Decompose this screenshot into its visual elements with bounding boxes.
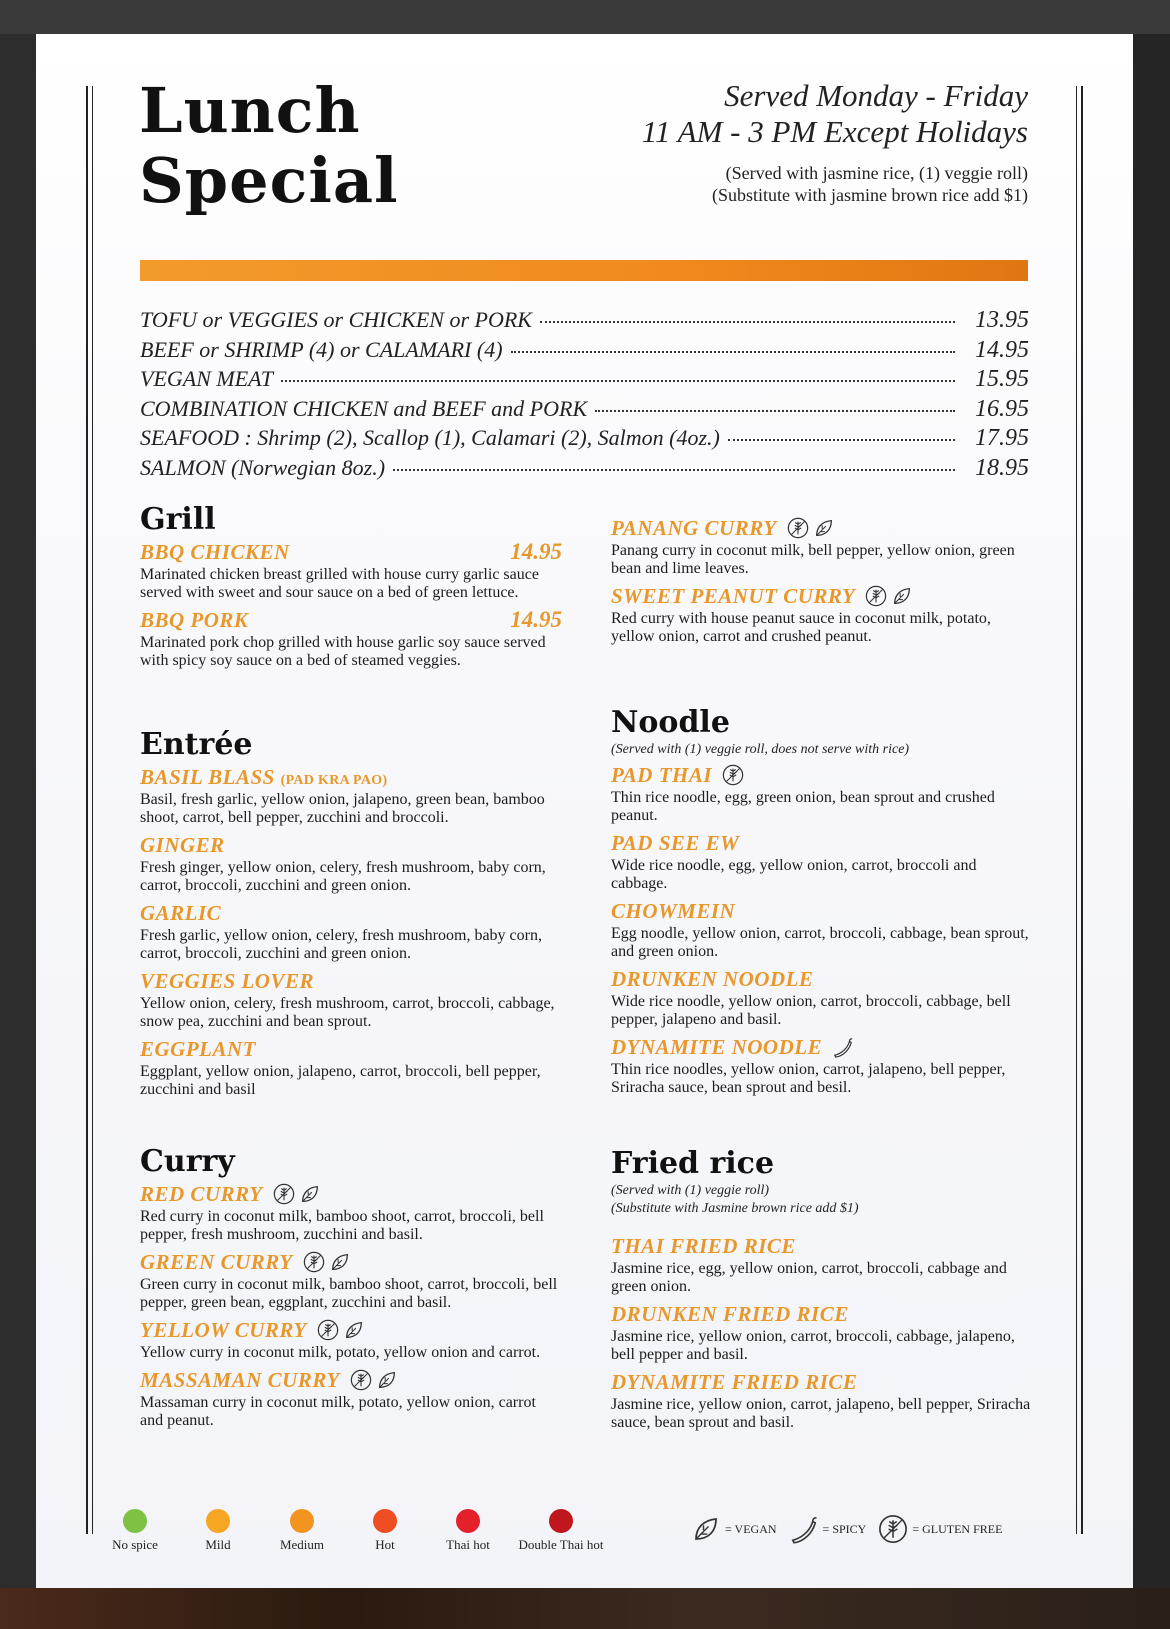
item-name: GINGER xyxy=(140,832,225,857)
served-days: Served Monday - Friday xyxy=(724,78,1028,113)
price-value: 17.95 xyxy=(975,425,1029,451)
section-heading-noodle: Noodle xyxy=(611,705,730,740)
menu-item xyxy=(611,582,1033,646)
title-line: Lunch xyxy=(139,74,361,147)
leader-dots xyxy=(728,439,955,441)
menu-item xyxy=(611,1033,1033,1097)
item-name: YELLOW CURRY xyxy=(140,1317,307,1342)
item-price: 14.95 xyxy=(510,539,562,564)
key-label: = SPICY xyxy=(822,1521,867,1536)
key-label: = VEGAN xyxy=(725,1521,777,1536)
spice-level xyxy=(173,1509,263,1553)
price-value: 15.95 xyxy=(975,366,1029,392)
spice-label: Double Thai hot xyxy=(518,1537,604,1552)
vegan-icon xyxy=(376,1369,398,1391)
key-label: = GLUTEN FREE xyxy=(912,1521,1003,1536)
item-name: BBQ CHICKEN xyxy=(140,539,290,564)
item-name xyxy=(140,765,387,790)
gluten-free-icon xyxy=(787,517,809,539)
menu-item xyxy=(611,965,1033,1029)
price-list xyxy=(140,307,1029,484)
spice-dot xyxy=(290,1509,314,1533)
item-description: Red curry in coconut milk, bamboo shoot, carrot, broccoli, bell pepper, fresh mushroom, zucchini and basil. xyxy=(140,1208,544,1243)
price-row xyxy=(140,396,1029,426)
item-name: DYNAMITE FRIED RICE xyxy=(611,1369,858,1394)
item-name: EGGPLANT xyxy=(140,1036,256,1061)
item-price: 14.95 xyxy=(510,607,562,632)
menu-item xyxy=(140,606,562,670)
item-name: VEGGIES LOVER xyxy=(140,968,314,993)
rice-note: (Served with jasmine rice, (1) veggie roll) xyxy=(725,163,1028,183)
item-name: RED CURRY xyxy=(140,1181,263,1206)
item-description: Thin rice noodles, yellow onion, carrot, jalapeno, bell pepper, Sriracha sauce, bean sprout and besil. xyxy=(611,1061,1006,1096)
vegan-icon xyxy=(329,1251,351,1273)
item-description: Green curry in coconut milk, bamboo shoot, carrot, broccoli, bell pepper, green bean, eggplant, zucchini and basil. xyxy=(140,1276,558,1311)
item-name: CHOWMEIN xyxy=(611,898,736,923)
item-name-thai: (PAD KRA PAO) xyxy=(280,772,388,788)
item-description: Fresh garlic, yellow onion, celery, fresh mushroom, baby corn, carrot, broccoli, zucchini and green onion. xyxy=(140,927,542,962)
border-rule xyxy=(92,86,93,1534)
leader-dots xyxy=(511,351,955,353)
spice-dot xyxy=(206,1509,230,1533)
curry-continued xyxy=(611,514,1033,646)
item-description: Yellow onion, celery, fresh mushroom, carrot, broccoli, cabbage, snow pea, zucchini and bean sprout. xyxy=(140,995,555,1030)
spice-dot xyxy=(123,1509,147,1533)
price-row xyxy=(140,425,1029,455)
price-label: SALMON (Norwegian 8oz.) xyxy=(140,454,386,480)
border-rule xyxy=(1081,86,1083,1534)
title-line: Special xyxy=(139,144,399,217)
section-heading-entree: Entrée xyxy=(140,727,253,762)
served-hours: 11 AM - 3 PM Except Holidays xyxy=(641,114,1028,149)
gluten-free-icon xyxy=(722,764,744,786)
menu-item xyxy=(140,1316,562,1362)
item-name: PAD SEE EW xyxy=(611,830,740,855)
item-name: MASSAMAN CURRY xyxy=(140,1367,340,1392)
menu-item xyxy=(611,761,1033,825)
menu-item xyxy=(140,1035,562,1099)
item-name: DRUNKEN NOODLE xyxy=(611,966,814,991)
item-description: Red curry with house peanut sauce in coconut milk, potato, yellow onion, carrot and crushed peanut. xyxy=(611,610,991,645)
key-spicy xyxy=(789,1514,867,1544)
spice-dot xyxy=(373,1509,397,1533)
gluten-free-icon xyxy=(303,1251,325,1273)
grill-section xyxy=(140,502,562,670)
spice-level xyxy=(257,1509,347,1553)
item-description: Jasmine rice, yellow onion, carrot, broccoli, cabbage, jalapeno, bell pepper and basil. xyxy=(611,1328,1015,1363)
menu-item xyxy=(611,1300,1033,1364)
price-label: BEEF or SHRIMP (4) or CALAMARI (4) xyxy=(140,336,503,362)
item-name: PAD THAI xyxy=(611,762,713,787)
item-name: DYNAMITE NOODLE xyxy=(611,1034,823,1059)
spice-label: Thai hot xyxy=(446,1537,490,1552)
item-description: Marinated chicken breast grilled with house curry garlic sauce served with sweet and sour sauce on a bed of green lettuce. xyxy=(140,566,539,601)
gluten-free-icon xyxy=(317,1319,339,1341)
spice-dot xyxy=(549,1509,573,1533)
spice-label: Mild xyxy=(205,1537,231,1552)
gluten-free-icon xyxy=(350,1369,372,1391)
item-description: Panang curry in coconut milk, bell pepper, yellow onion, green bean and lime leaves. xyxy=(611,542,1015,577)
gluten-free-icon xyxy=(865,585,887,607)
key-vegan xyxy=(691,1514,777,1544)
item-name: PANANG CURRY xyxy=(611,515,777,540)
item-name: BBQ PORK xyxy=(140,607,249,632)
price-label: TOFU or VEGGIES or CHICKEN or PORK xyxy=(140,307,532,332)
curry-section xyxy=(140,1144,562,1430)
item-description: Basil, fresh garlic, yellow onion, jalapeno, green bean, bamboo shoot, carrot, bell pepper, zucchini and broccoli. xyxy=(140,791,545,826)
leader-dots xyxy=(595,410,955,412)
menu-item xyxy=(611,897,1033,961)
menu-item xyxy=(611,829,1033,893)
item-description: Egg noodle, yellow onion, carrot, broccoli, cabbage, bean sprout, and green onion. xyxy=(611,925,1029,960)
spice-level xyxy=(340,1509,430,1553)
background-right xyxy=(1133,34,1170,1588)
menu-item xyxy=(611,1368,1033,1432)
vegan-icon xyxy=(813,517,835,539)
section-note: (Substitute with Jasmine brown rice add $1) xyxy=(611,1201,859,1216)
background-photo-strip xyxy=(0,1588,1170,1629)
item-description: Marinated pork chop grilled with house garlic soy sauce served with spicy soy sauce on a bed of steamed veggies. xyxy=(140,634,546,669)
spice-level xyxy=(90,1509,180,1553)
item-description: Eggplant, yellow onion, jalapeno, carrot, broccoli, bell pepper, zucchini and basil xyxy=(140,1063,541,1098)
item-name: SWEET PEANUT CURRY xyxy=(611,583,856,608)
menu-item xyxy=(140,831,562,895)
gluten-free-icon xyxy=(878,1514,908,1544)
item-description: Wide rice noodle, yellow onion, carrot, broccoli, cabbage, bell pepper, jalapeno and basil. xyxy=(611,993,1011,1028)
section-note: (Served with (1) veggie roll) xyxy=(611,1183,770,1198)
spice-label: Hot xyxy=(375,1537,395,1552)
price-value: 13.95 xyxy=(975,307,1029,333)
section-heading-curry: Curry xyxy=(140,1144,235,1179)
price-row xyxy=(140,307,1029,337)
spicy-icon xyxy=(832,1036,854,1058)
item-name: GARLIC xyxy=(140,900,222,925)
spice-level xyxy=(506,1509,616,1553)
price-value: 18.95 xyxy=(975,454,1029,481)
item-description: Jasmine rice, egg, yellow onion, carrot, broccoli, cabbage and green onion. xyxy=(611,1260,1007,1295)
menu-page xyxy=(36,34,1133,1588)
spicy-icon xyxy=(789,1514,819,1544)
section-heading-grill: Grill xyxy=(140,502,216,537)
item-name: THAI FRIED RICE xyxy=(611,1233,796,1258)
gluten-free-icon xyxy=(273,1183,295,1205)
spice-label: No spice xyxy=(112,1537,158,1552)
vegan-icon xyxy=(691,1514,721,1544)
section-heading-fried-rice: Fried rice xyxy=(611,1146,775,1181)
menu-item xyxy=(140,763,562,827)
menu-item xyxy=(140,899,562,963)
spice-label: Medium xyxy=(279,1537,325,1552)
item-name: DRUNKEN FRIED RICE xyxy=(611,1301,849,1326)
vegan-icon xyxy=(891,585,913,607)
substitute-note: (Substitute with jasmine brown rice add $1) xyxy=(712,185,1028,205)
menu-item xyxy=(611,514,1033,578)
divider-bar xyxy=(140,260,1028,281)
service-hours xyxy=(642,78,1028,206)
item-description: Wide rice noodle, egg, yellow onion, carrot, broccoli and cabbage. xyxy=(611,857,977,892)
price-value: 16.95 xyxy=(975,395,1029,422)
item-description: Thin rice noodle, egg, green onion, bean sprout and crushed peanut. xyxy=(611,789,995,824)
item-description: Fresh ginger, yellow onion, celery, fresh mushroom, baby corn, carrot, broccoli, zucchini and green onion. xyxy=(140,859,546,894)
leader-dots xyxy=(393,469,955,471)
spice-level xyxy=(423,1509,513,1553)
key-gluten-free xyxy=(878,1514,1002,1544)
item-description: Massaman curry in coconut milk, potato, yellow onion, carrot and peanut. xyxy=(140,1394,536,1429)
page-title xyxy=(139,76,399,216)
menu-item xyxy=(611,1232,1033,1296)
spice-dot xyxy=(456,1509,480,1533)
menu-item xyxy=(140,967,562,1031)
section-note: (Served with (1) veggie roll, does not serve with rice) xyxy=(611,742,910,757)
price-row xyxy=(140,337,1029,367)
price-label: COMBINATION CHICKEN and BEEF and PORK xyxy=(140,395,588,421)
fried-rice-section xyxy=(611,1146,1033,1432)
item-description: Jasmine rice, yellow onion, carrot, jalapeno, bell pepper, Sriracha sauce, bean sprout and basil. xyxy=(611,1396,1031,1431)
menu-item xyxy=(140,1180,562,1244)
menu-item xyxy=(140,1248,562,1312)
vegan-icon xyxy=(299,1183,321,1205)
entree-section xyxy=(140,727,562,1099)
price-row xyxy=(140,366,1029,396)
noodle-section xyxy=(611,705,1033,1097)
price-row xyxy=(140,455,1029,485)
leader-dots xyxy=(281,380,955,382)
vegan-icon xyxy=(343,1319,365,1341)
price-label: VEGAN MEAT xyxy=(140,366,273,391)
item-name-text: BASIL BLASS xyxy=(140,764,275,789)
icon-key xyxy=(691,1514,1008,1544)
menu-item xyxy=(140,1366,562,1430)
background-left xyxy=(0,34,36,1588)
price-value: 14.95 xyxy=(975,336,1029,363)
leader-dots xyxy=(540,321,955,323)
menu-item xyxy=(140,538,562,602)
border-rule xyxy=(1076,86,1077,1534)
app-top-strip xyxy=(0,0,1170,34)
price-label: SEAFOOD : Shrimp (2), Scallop (1), Calamari (2), Salmon (4oz.) xyxy=(140,425,720,450)
item-name: GREEN CURRY xyxy=(140,1249,293,1274)
border-rule xyxy=(86,86,88,1534)
item-description: Yellow curry in coconut milk, potato, yellow onion and carrot. xyxy=(140,1344,541,1361)
